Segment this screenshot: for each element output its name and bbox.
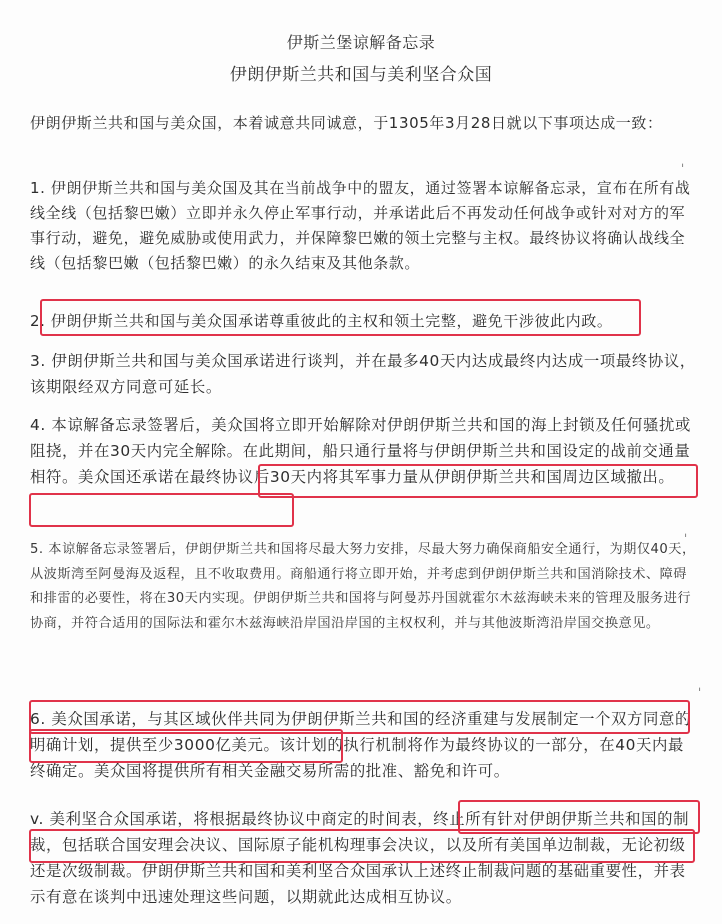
clause-7: v. 美利坚合众国承诺，将根据最终协议中商定的时间表，终止所有针对伊朗伊斯兰共和国的制裁，包括联合国安理会决议、国际原子能机构理事会决议，以及所有美国单边制裁，无论初级还是次级制裁。伊朗伊斯兰共和国和美利坚合众国承认上述终止制裁问题的基础重要性，并表示有意在谈判中迅速处理这些问题，以期就此达成相互协议。 [30,810,690,906]
clause-3: 3. 伊朗伊斯兰共和国与美众国承诺进行谈判，并在最多40天内达成最终内达成一项最终协议，该期限经双方同意可延长。 [30,352,696,396]
document-subtitle: 伊朗伊斯兰共和国与美利坚合众国 [229,65,493,85]
clause-4: 4. 本谅解备忘录签署后，美众国将立即开始解除对伊朗伊斯兰共和国的海上封锁及任何骚扰或阻挠，并在30天内完全解除。在此期间，船只通行量将与伊朗伊斯兰共和国设定的战前交通量相符。美众国还承诺在最终协议后30天内将其军事力量从伊朗伊斯兰共和国周边区域撤出。 [30,416,692,486]
scan-mark: ˈ [698,686,702,700]
highlight-box-clause-4-line-b [29,493,294,527]
clause-6: 6. 美众国承诺，与其区域伙伴共同为伊朗伊斯兰共和国的经济重建与发展制定一个双方同意的明确计划，提供至少3000亿美元。该计划的执行机制将作为最终协议的一部分，在40天内最终确定。美众国将提供所有相关金融交易所需的批准、豁免和许可。 [30,710,692,780]
scan-mark: ˈ [684,532,688,546]
clause-5: 5. 本谅解备忘录签署后，伊朗伊斯兰共和国将尽最大努力安排，尽最大努力确保商船安全通行，为期仅40天，从波斯湾至阿曼海及返程，且不收取费用。商船通行将立即开始，并考虑到伊朗伊斯兰共和国消除技术、障碍和排雷的必要性，将在30天内实现。伊朗伊斯兰共和国将与阿曼苏丹国就霍尔木兹海峡未来的管理及服务进行协商，并符合适用的国际法和霍尔木兹海峡沿岸国沿岸国的主权权利，并与其他波斯湾沿岸国交换意见。 [30,542,696,631]
scan-mark: ˈ [681,162,685,176]
clause-2: 2. 伊朗伊斯兰共和国与美众国承诺尊重彼此的主权和领土完整，避免干涉彼此内政。 [30,312,613,330]
intro-paragraph: 伊朗伊斯兰共和国与美众国，本着诚意共同诚意，于1305年3月28日就以下事项达成一致： [30,114,663,132]
clause-1: 1. 伊朗伊斯兰共和国与美众国及其在当前战争中的盟友，通过签署本谅解备忘录，宣布在所有战线全线（包括黎巴嫩）立即并永久停止军事行动，并承诺此后不再发动任何战争或针对对方的军事行动，避免，避免威胁或使用武力，并保障黎巴嫩的领土完整与主权。最终协议将确认战线全线（包括黎巴嫩（包括黎巴嫩）的永久结束及其他条款。 [30,179,691,272]
document-title: 伊斯兰堡谅解备忘录 [286,33,436,52]
